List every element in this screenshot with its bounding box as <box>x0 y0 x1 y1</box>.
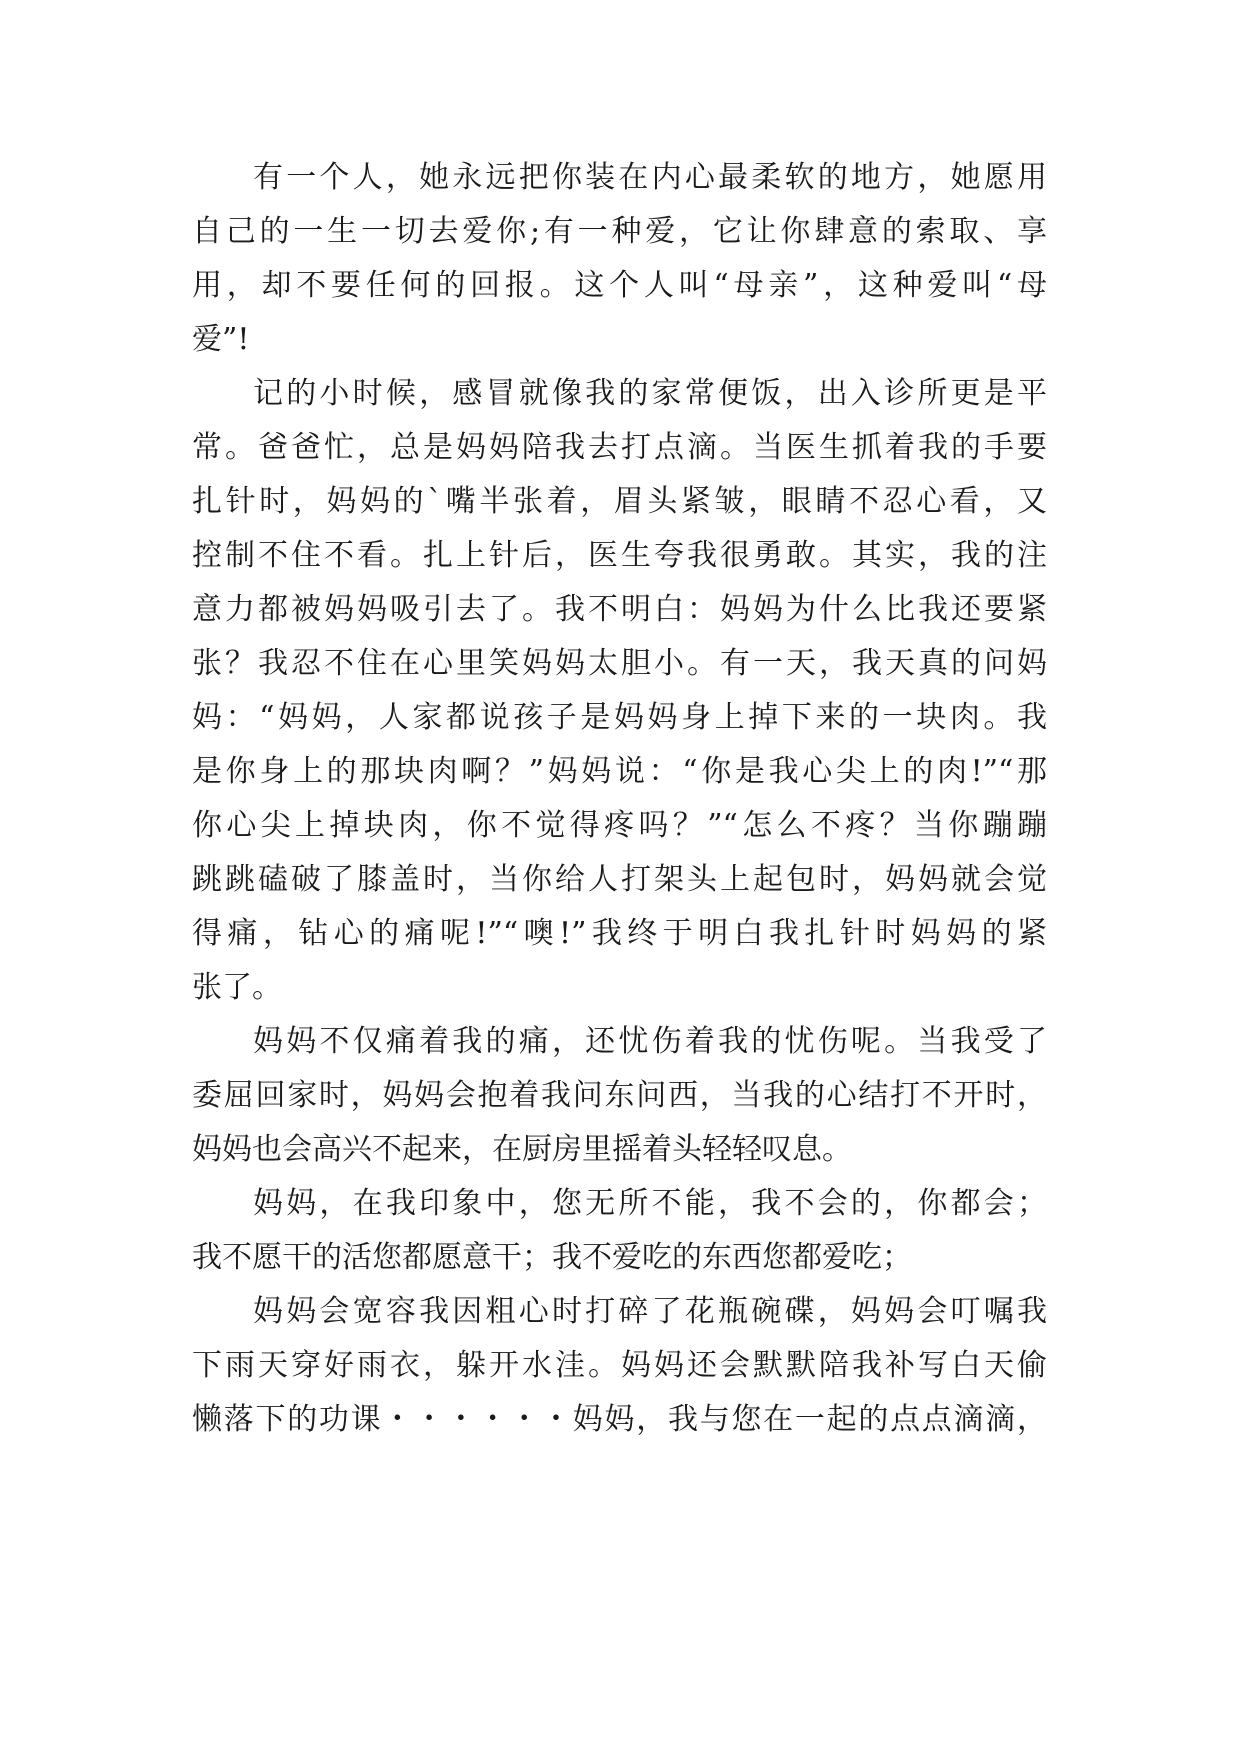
paragraph-2-line-11 <box>0 906 1241 962</box>
paragraph-4-line-2 <box>0 1230 1241 1286</box>
paragraph-1-line-3 <box>0 258 1241 314</box>
text-line: 扎针时，妈妈的`嘴半张着，眉头紧皱，眼睛不忍心看，又 <box>192 484 1047 519</box>
text-line: 是你身上的那块肉啊？”妈妈说：“你是我心尖上的肉!”“那 <box>192 754 1047 789</box>
paragraph-2-line-7 <box>0 690 1241 746</box>
paragraph-3-line-2 <box>0 1068 1241 1124</box>
text-line: 妈妈不仅痛着我的痛，还忧伤着我的忧伤呢。当我受了 <box>253 1024 1047 1059</box>
paragraph-3-line-3 <box>0 1122 1241 1178</box>
paragraph-1-line-1 <box>0 150 1241 206</box>
paragraph-1-line-2 <box>0 204 1241 260</box>
paragraph-5-line-2 <box>0 1338 1241 1394</box>
text-line: 张？我忍不住在心里笑妈妈太胆小。有一天，我天真的问妈 <box>192 646 1047 681</box>
text-line: 妈妈会宽容我因粗心时打碎了花瓶碗碟，妈妈会叮嘱我 <box>253 1294 1047 1329</box>
paragraph-2-line-9 <box>0 798 1241 854</box>
paragraph-5-line-3 <box>0 1392 1241 1448</box>
text-line: 妈妈，在我印象中，您无所不能，我不会的，你都会； <box>253 1186 1047 1221</box>
text-line: 委屈回家时，妈妈会抱着我问东问西，当我的心结打不开时， <box>192 1078 1047 1113</box>
text-line: 自己的一生一切去爱你;有一种爱，它让你肆意的索取、享 <box>192 214 1047 249</box>
paragraph-2-line-5 <box>0 582 1241 638</box>
text-line: 用，却不要任何的回报。这个人叫“母亲”，这种爱叫“母 <box>192 268 1047 303</box>
paragraph-2-line-6 <box>0 636 1241 692</box>
text-line: 妈妈也会高兴不起来，在厨房里摇着头轻轻叹息。 <box>192 1132 852 1167</box>
paragraph-1-line-4 <box>0 312 1241 368</box>
text-line: 控制不住不看。扎上针后，医生夸我很勇敢。其实，我的注 <box>192 538 1047 573</box>
paragraph-2-line-4 <box>0 528 1241 584</box>
text-line: 记的小时候，感冒就像我的家常便饭，出入诊所更是平 <box>253 376 1047 411</box>
paragraph-2-line-8 <box>0 744 1241 800</box>
paragraph-2-line-1 <box>0 366 1241 422</box>
text-line: 意力都被妈妈吸引去了。我不明白：妈妈为什么比我还要紧 <box>192 592 1047 627</box>
text-line: 得痛，钻心的痛呢!”“噢!”我终于明白我扎针时妈妈的紧 <box>192 916 1047 951</box>
text-line: 常。爸爸忙，总是妈妈陪我去打点滴。当医生抓着我的手要 <box>192 430 1047 465</box>
paragraph-4-line-1 <box>0 1176 1241 1232</box>
text-line: 我不愿干的活您都愿意干；我不爱吃的东西您都爱吃； <box>192 1240 912 1275</box>
paragraph-5-line-1 <box>0 1284 1241 1340</box>
text-line: 有一个人，她永远把你装在内心最柔软的地方，她愿用 <box>253 160 1047 195</box>
text-line: 懒落下的功课・・・・・・妈妈，我与您在一起的点点滴滴， <box>192 1402 1047 1437</box>
text-line: 下雨天穿好雨衣，躲开水洼。妈妈还会默默陪我补写白天偷 <box>192 1348 1047 1383</box>
paragraph-2-line-12 <box>0 960 1241 1016</box>
paragraph-2-line-10 <box>0 852 1241 908</box>
paragraph-2-line-2 <box>0 420 1241 476</box>
text-line: 爱”! <box>192 322 250 357</box>
text-line: 张了。 <box>192 970 282 1005</box>
text-line: 你心尖上掉块肉，你不觉得疼吗？”“怎么不疼？当你蹦蹦 <box>192 808 1047 843</box>
text-line: 跳跳磕破了膝盖时，当你给人打架头上起包时，妈妈就会觉 <box>192 862 1047 897</box>
paragraph-2-line-3 <box>0 474 1241 530</box>
paragraph-3-line-1 <box>0 1014 1241 1070</box>
text-line: 妈：“妈妈，人家都说孩子是妈妈身上掉下来的一块肉。我 <box>192 700 1047 735</box>
